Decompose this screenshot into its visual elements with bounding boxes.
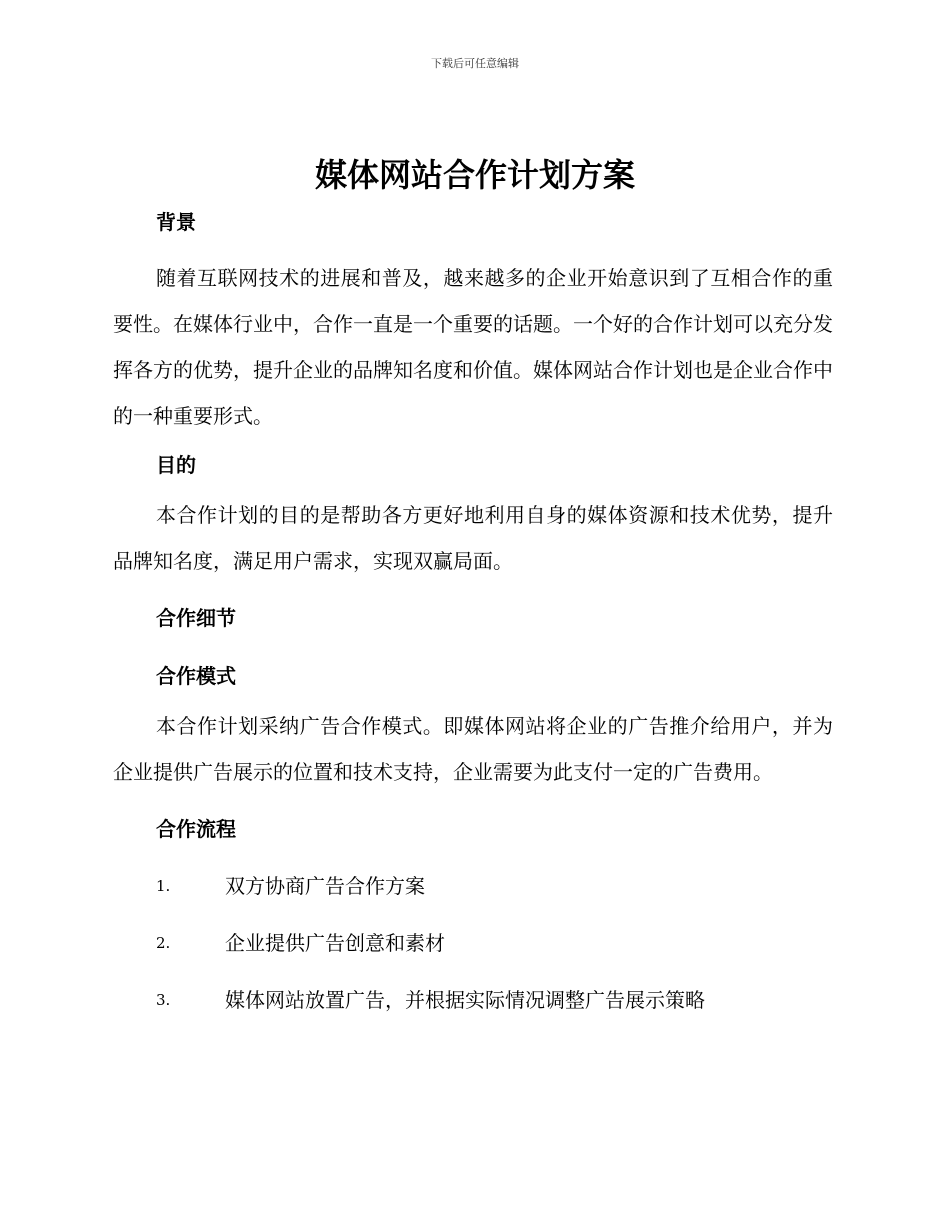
list-number: 2. xyxy=(156,934,171,952)
heading-process: 合作流程 xyxy=(156,817,236,841)
list-text: 企业提供广告创意和素材 xyxy=(225,931,445,955)
document-body xyxy=(113,200,833,1015)
heading-details: 合作细节 xyxy=(156,606,236,630)
header-note: 下载后可任意编辑 xyxy=(431,57,519,70)
list-item xyxy=(113,985,833,1015)
paragraph-background: 随着互联网技术的进展和普及，越来越多的企业开始意识到了互相合作的重要性。在媒体行业中，合作一直是一个重要的话题。一个好的合作计划可以充分发挥各方的优势，提升企业的品牌知名度和价值。媒体网站合作计划也是企业合作中的一种重要形式。 xyxy=(113,266,833,428)
document-title: 媒体网站合作计划方案 xyxy=(314,156,635,194)
list-item xyxy=(113,871,833,901)
heading-purpose: 目的 xyxy=(156,453,196,477)
heading-mode: 合作模式 xyxy=(156,664,236,688)
paragraph-mode: 本合作计划采纳广告合作模式。即媒体网站将企业的广告推介给用户，并为企业提供广告展示的位置和技术支持，企业需要为此支付一定的广告费用。 xyxy=(113,714,833,784)
list-text: 双方协商广告合作方案 xyxy=(225,874,425,898)
list-number: 1. xyxy=(156,877,171,895)
heading-background: 背景 xyxy=(156,210,196,234)
list-text: 媒体网站放置广告，并根据实际情况调整广告展示策略 xyxy=(225,988,705,1012)
paragraph-purpose: 本合作计划的目的是帮助各方更好地利用自身的媒体资源和技术优势，提升品牌知名度，满足用户需求，实现双赢局面。 xyxy=(113,503,833,573)
list-number: 3. xyxy=(156,991,171,1009)
list-item xyxy=(113,928,833,958)
